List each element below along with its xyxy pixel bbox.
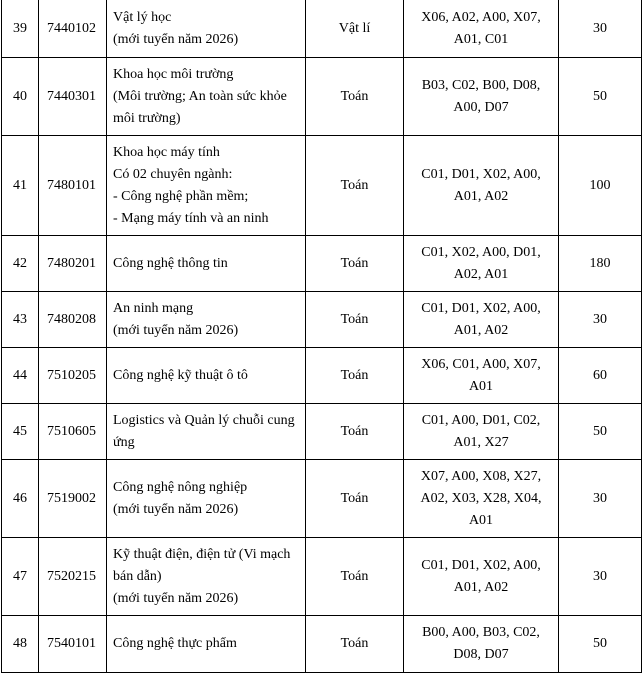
major-name-line: Logistics và Quản lý chuỗi cung xyxy=(113,412,295,428)
major-code-cell: 7510205 xyxy=(39,348,107,404)
subject-combinations-cell xyxy=(404,0,559,58)
subject-combinations-cell xyxy=(404,348,559,404)
quota-cell: 30 xyxy=(559,538,642,616)
row-number-cell: 39 xyxy=(2,0,39,58)
row-number-cell: 47 xyxy=(2,538,39,616)
major-name-cell xyxy=(107,136,306,236)
quota-cell: 180 xyxy=(559,236,642,292)
major-name-line: - Mạng máy tính và an ninh xyxy=(113,210,269,226)
major-code-cell: 7510605 xyxy=(39,404,107,460)
subject-combinations-cell xyxy=(404,292,559,348)
subject-combination-line: A02, X03, X28, X04, xyxy=(420,490,542,506)
main-subject-cell: Toán xyxy=(306,58,404,136)
subject-combination-line: A00, D07 xyxy=(453,99,509,115)
major-name-cell xyxy=(107,404,306,460)
major-name-line: (mới tuyển năm 2026) xyxy=(113,590,239,606)
subject-combinations-cell xyxy=(404,538,559,616)
subject-combinations-cell xyxy=(404,616,559,673)
major-name-line: (mới tuyển năm 2026) xyxy=(113,31,239,47)
main-subject-cell: Toán xyxy=(306,292,404,348)
quota-cell: 30 xyxy=(559,0,642,58)
subject-combination-line: X07, A00, X08, X27, xyxy=(420,468,542,484)
subject-combination-line: B00, A00, B03, C02, xyxy=(422,625,540,640)
subject-combinations-cell xyxy=(404,460,559,538)
quota-cell: 100 xyxy=(559,136,642,236)
major-name-cell xyxy=(107,538,306,616)
subject-combination-line: X06, C01, A00, X07, xyxy=(421,356,541,372)
quota-cell: 60 xyxy=(559,348,642,404)
major-code-cell: 7540101 xyxy=(39,616,107,673)
main-subject-cell: Toán xyxy=(306,348,404,404)
major-name-line: Có 02 chuyên ngành: xyxy=(113,166,233,182)
major-code-cell: 7440102 xyxy=(39,0,107,58)
quota-cell: 30 xyxy=(559,460,642,538)
major-name-line: Công nghệ kỹ thuật ô tô xyxy=(113,367,248,383)
table-row xyxy=(2,538,642,616)
major-name-cell xyxy=(107,236,306,292)
table-row xyxy=(2,348,642,404)
row-number-cell: 40 xyxy=(2,58,39,136)
row-number-cell: 41 xyxy=(2,136,39,236)
quota-cell: 50 xyxy=(559,616,642,673)
major-name-line: môi trường) xyxy=(113,110,181,126)
subject-combination-line: A01, C01 xyxy=(453,31,509,47)
row-number-cell: 43 xyxy=(2,292,39,348)
main-subject-cell: Toán xyxy=(306,460,404,538)
table-row xyxy=(2,136,642,236)
table-row xyxy=(2,0,642,58)
major-name-line: bán dẫn) xyxy=(113,568,162,584)
subject-combination-line: C01, D01, X02, A00, xyxy=(421,557,541,573)
subject-combination-line: A02, A01 xyxy=(453,266,509,282)
major-code-cell: 7519002 xyxy=(39,460,107,538)
subject-combination-line: A01 xyxy=(468,378,494,394)
subject-combinations-cell xyxy=(404,136,559,236)
subject-combination-line: C01, D01, X02, A00, xyxy=(421,300,541,316)
quota-cell: 50 xyxy=(559,58,642,136)
subject-combination-line: D08, D07 xyxy=(453,647,509,662)
table-row xyxy=(2,236,642,292)
subject-combinations-cell xyxy=(404,404,559,460)
subject-combinations-cell xyxy=(404,236,559,292)
major-name-line: (mới tuyển năm 2026) xyxy=(113,501,239,517)
major-name-cell xyxy=(107,460,306,538)
subject-combinations-cell xyxy=(404,58,559,136)
table-row xyxy=(2,616,642,673)
major-code-cell: 7520215 xyxy=(39,538,107,616)
major-code-cell: 7480101 xyxy=(39,136,107,236)
major-name-cell xyxy=(107,616,306,673)
row-number-cell: 48 xyxy=(2,616,39,673)
subject-combination-line: A01 xyxy=(468,512,494,528)
row-number-cell: 42 xyxy=(2,236,39,292)
table-row xyxy=(2,404,642,460)
major-name-line: - Công nghệ phần mềm; xyxy=(113,188,249,204)
table-row xyxy=(2,58,642,136)
major-name-line: Công nghệ thực phẩm xyxy=(113,636,237,651)
quota-cell: 30 xyxy=(559,292,642,348)
subject-combination-line: A01, X27 xyxy=(453,434,509,450)
subject-combination-line: A01, A02 xyxy=(453,322,509,338)
major-name-line: Công nghệ thông tin xyxy=(113,255,228,271)
subject-combination-line: A01, A02 xyxy=(453,188,509,204)
subject-combination-line: C01, A00, D01, C02, xyxy=(421,412,541,428)
major-name-line: (Môi trường; An toàn sức khỏe xyxy=(113,88,287,104)
table-row xyxy=(2,460,642,538)
subject-combination-line: C01, X02, A00, D01, xyxy=(421,244,541,260)
major-code-cell: 7440301 xyxy=(39,58,107,136)
table-row xyxy=(2,292,642,348)
major-name-cell xyxy=(107,292,306,348)
major-name-cell xyxy=(107,58,306,136)
main-subject-cell: Vật lí xyxy=(306,0,404,58)
main-subject-cell: Toán xyxy=(306,136,404,236)
major-name-line: Kỹ thuật điện, điện tử (Vi mạch xyxy=(113,546,291,562)
admissions-table xyxy=(1,0,642,673)
major-name-line: An ninh mạng xyxy=(113,300,194,316)
main-subject-cell: Toán xyxy=(306,236,404,292)
row-number-cell: 45 xyxy=(2,404,39,460)
main-subject-cell: Toán xyxy=(306,616,404,673)
subject-combination-line: B03, C02, B00, D08, xyxy=(421,77,541,93)
major-name-line: ứng xyxy=(113,434,135,450)
major-name-line: Khoa học môi trường xyxy=(113,66,234,82)
subject-combination-line: X06, A02, A00, X07, xyxy=(421,9,541,25)
row-number-cell: 46 xyxy=(2,460,39,538)
main-subject-cell: Toán xyxy=(306,538,404,616)
major-name-cell xyxy=(107,0,306,58)
major-name-line: (mới tuyển năm 2026) xyxy=(113,322,239,338)
subject-combination-line: A01, A02 xyxy=(453,579,509,595)
major-name-cell xyxy=(107,348,306,404)
major-name-line: Vật lý học xyxy=(113,9,172,25)
major-code-cell: 7480208 xyxy=(39,292,107,348)
quota-cell: 50 xyxy=(559,404,642,460)
major-name-line: Công nghệ nông nghiệp xyxy=(113,479,248,495)
major-name-line: Khoa học máy tính xyxy=(113,144,220,160)
subject-combination-line: C01, D01, X02, A00, xyxy=(421,166,541,182)
major-code-cell: 7480201 xyxy=(39,236,107,292)
table-body xyxy=(2,0,642,673)
main-subject-cell: Toán xyxy=(306,404,404,460)
row-number-cell: 44 xyxy=(2,348,39,404)
